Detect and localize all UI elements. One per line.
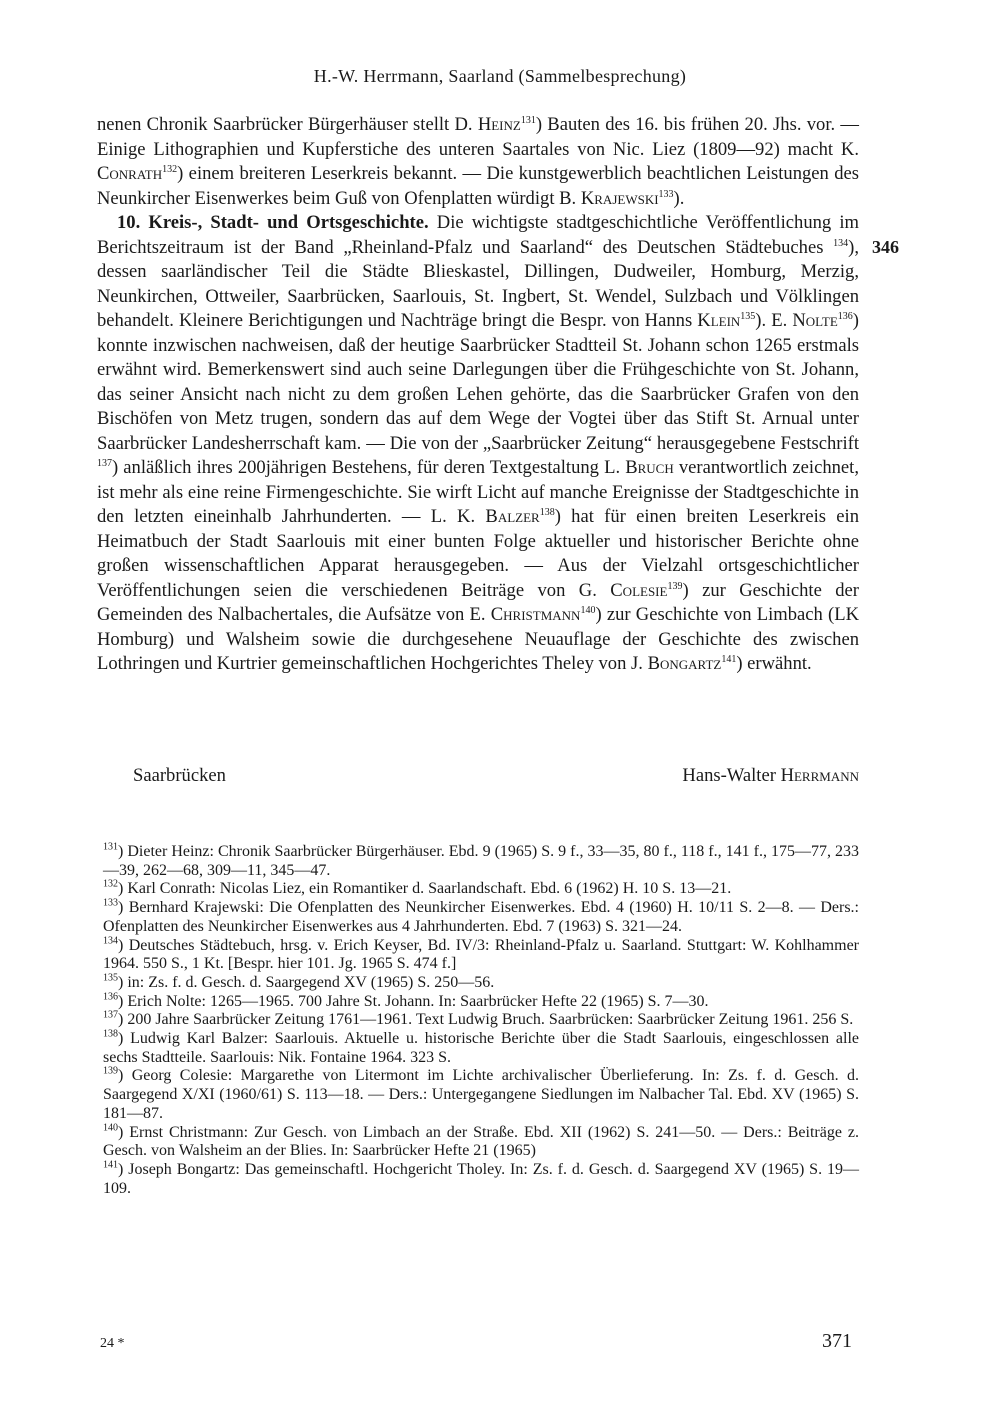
text-span: ) hat für einen breiten Leserkreis ein Heimatbuch der Stadt Saarlouis mit einer bunten Folge aktueller und historischer Berichte ohne großen wissenschaftlichen Apparat herausgegeben. — Aus der Vielzahl ortsgeschichtlicher Veröffentlichungen seien die verschiedenen Beiträge von G. bbox=[97, 506, 859, 601]
signature-last-name: Herrmann bbox=[780, 765, 859, 786]
author-name: Nolte bbox=[792, 310, 838, 331]
footnote-number: 133 bbox=[103, 897, 118, 909]
paragraph-section-10 bbox=[97, 211, 859, 677]
footnote-number: 136 bbox=[103, 991, 118, 1003]
page-number: 371 bbox=[822, 1330, 852, 1352]
footnote-text: ) Bernhard Krajewski: Die Ofenplatten des Neunkircher Eisenwerkes. Ebd. 4 (1960) H. 10/11 S. 2—8. — Ders.: Ofenplatten des Neunkircher Eisenwerkes aus 4 Jahrhunderten. Ebd. 7 (1963) S. 321—24. bbox=[103, 899, 859, 935]
text-span: ) Bauten des 16. bis frühen 20. Jhs. vor. — Einige Lithographien und Kupferstiche des unteren Saartales von Nic. Liez (1809—92) macht K. bbox=[97, 114, 859, 160]
signature-first-name: Hans-Walter bbox=[682, 765, 781, 786]
footnote-ref: 137 bbox=[97, 457, 112, 469]
signature-name bbox=[682, 764, 859, 788]
author-name: Balzer bbox=[485, 506, 540, 527]
author-name: Klein bbox=[697, 310, 741, 331]
footnote bbox=[103, 1067, 859, 1123]
footnote bbox=[103, 899, 859, 936]
footnote-ref: 138 bbox=[539, 506, 555, 518]
footnote-ref: 139 bbox=[667, 580, 683, 592]
signature-place: Saarbrücken bbox=[133, 765, 226, 786]
footnote-text: ) Karl Conrath: Nicolas Liez, ein Romantiker d. Saarlandschaft. Ebd. 6 (1962) H. 10 S. 13—21. bbox=[118, 880, 732, 898]
sheet-signature: 24 * bbox=[100, 1336, 125, 1351]
footnote-ref: 135 bbox=[740, 310, 756, 322]
footnote-text: ) Joseph Bongartz: Das gemeinschaftl. Hochgericht Tholey. In: Zs. f. d. Gesch. d. Saargegend XV (1965) S. 19—109. bbox=[103, 1160, 859, 1197]
footnote-ref: 131 bbox=[520, 114, 536, 126]
footnote-text: ) Erich Nolte: 1265—1965. 700 Jahre St. Johann. In: Saarbrücker Hefte 22 (1965) S. 7—30. bbox=[118, 992, 709, 1010]
text-span: ), dessen saarländischer Teil die Städte Blieskastel, Dillingen, Dudweiler, Homburg, Merzig, Neunkirchen, Ottweiler, Saarbrücken, Saarlouis, St. Ingbert, St. Wendel, Sulzbach und Völklingen behandelt. Kleinere Berichtigungen und Nachträge bringt die Bespr. von Hanns bbox=[97, 236, 859, 331]
text-span: ) einem breiteren Leserkreis bekannt. — Die kunstgewerblich beachtlichen Leistungen des Neunkircher Eisenwerkes beim Guß von Ofenplatten würdigt B. bbox=[97, 163, 859, 209]
text-span: ). bbox=[673, 187, 685, 209]
footnotes bbox=[103, 843, 859, 1198]
footnote bbox=[103, 1011, 859, 1030]
footnote-ref: 136 bbox=[837, 310, 853, 322]
footnote-text: ) 200 Jahre Saarbrücker Zeitung 1761—1961. Text Ludwig Bruch. Saarbrücken: Saarbrücker Zeitung 1961. 256 S. bbox=[118, 1011, 854, 1029]
footnote-number: 131 bbox=[103, 841, 118, 853]
footnote-ref: 140 bbox=[580, 604, 596, 616]
footnote-text: ) Dieter Heinz: Chronik Saarbrücker Bürgerhäuser. Ebd. 9 (1965) S. 9 f., 33—35, 80 f., 118 f., 141 f., 175—77, 233—39, 262—68, 309—11, 345—47. bbox=[103, 843, 859, 879]
text-span: ) zur Geschichte von Limbach (LK Homburg) und Walsheim sowie die durchgesehene Neuauflage der Geschichte des zwischen Lothringen und Kurtrier gemeinschaftlichen Hochgerichtes Theley von J. bbox=[97, 604, 860, 674]
author-name: Bruch bbox=[625, 457, 674, 478]
running-head: H.-W. Herrmann, Saarland (Sammelbesprechung) bbox=[313, 66, 687, 86]
footnote-ref: 133 bbox=[658, 188, 674, 200]
footnote-ref: 141 bbox=[721, 653, 737, 665]
footnote-number: 138 bbox=[103, 1028, 118, 1040]
footnote-number: 137 bbox=[103, 1010, 118, 1021]
footnote bbox=[103, 1030, 859, 1067]
text-span: ). E. bbox=[755, 310, 793, 331]
text-span: ) erwähnt. bbox=[736, 653, 812, 674]
text-span: Die wichtigste stadtgeschichtliche Veröffentlichung im Berichtszeitraum ist der Band „Rheinland-Pfalz und Saarland“ des Deutschen Städtebuches bbox=[97, 212, 859, 258]
footnote bbox=[103, 974, 859, 993]
text-span: ) konnte inzwischen nachweisen, daß der heutige Saarbrücker Stadtteil St. Johann schon 1265 erstmals erwähnt wird. Bemerkenswert sind auch seine Darlegungen über die Frühgeschichte von St. Johann, das seiner Ansicht nach nicht zu dem großen Lehen gehörte, das die Saarbrücker Grafen von den Bischöfen von Metz trugen, sondern das auf dem Wege der Vogtei über das Stift St. Arnual unter Saarbrücker Landesherrschaft kam. — Die von der „Saarbrücker Zeitung“ herausgegebene Festschrift bbox=[97, 310, 859, 454]
author-name: Bongartz bbox=[647, 653, 722, 674]
footnote bbox=[103, 880, 859, 899]
paragraph-continuation bbox=[97, 113, 859, 211]
text-span: verantwortlich zeichnet, ist mehr als eine reine Firmengeschichte. Sie wirft Licht auf manche Ereignisse der Stadtgeschichte in den letzten eineinhalb Jahrhunderten. — L. K. bbox=[97, 457, 859, 527]
text-span: ) zur Geschichte der Gemeinden des Nalbachertales, die Aufsätze von E. bbox=[97, 579, 859, 625]
footnote-ref: 132 bbox=[162, 163, 178, 175]
footnote-number: 139 bbox=[103, 1066, 118, 1078]
section-heading: 10. Kreis-, Stadt- und Ortsgeschichte. bbox=[117, 212, 429, 233]
footnote-number: 140 bbox=[103, 1122, 118, 1134]
footnote-ref: 134 bbox=[833, 237, 849, 249]
footnote-text: ) Deutsches Städtebuch, hrsg. v. Erich Keyser, Bd. IV/3: Rheinland-Pfalz u. Saarland. Stuttgart: W. Kohlhammer 1964. 550 S., 1 Kt. [Bespr. hier 101. Jg. 1965 S. 474 f.] bbox=[103, 936, 859, 973]
footnote-text: ) Ludwig Karl Balzer: Saarlouis. Aktuelle u. historische Berichte über die Stadt Saarlouis, eingeschlossen alle sechs Stadtteile. Saarlouis: Nik. Fontaine 1964. 323 S. bbox=[103, 1030, 859, 1066]
author-name: Heinz bbox=[477, 114, 521, 135]
author-name: Christmann bbox=[490, 604, 581, 625]
margin-number: 346 bbox=[872, 237, 899, 257]
footnote-text: ) Georg Colesie: Margarethe von Litermont im Lichte archivalischer Überlieferung. In: Zs. f. d. Gesch. d. Saargegend X/XI (1960/61) S. 113—18. — Ders.: Untergegangene Siedlungen im Nalbacher Tal. Ebd. XV (1965) S. 181—87. bbox=[103, 1067, 859, 1122]
text-span: nenen Chronik Saarbrücker Bürgerhäuser stellt D. bbox=[97, 114, 478, 135]
author-name: Conrath bbox=[97, 163, 163, 184]
author-name: Colesie bbox=[610, 579, 668, 601]
footnote-number: 135 bbox=[103, 972, 118, 984]
author-name: Krajewski bbox=[580, 187, 659, 209]
footnote bbox=[103, 993, 859, 1012]
footnote bbox=[103, 937, 859, 974]
body-text bbox=[97, 113, 859, 677]
footnote bbox=[103, 1161, 859, 1198]
footnote-text: ) Ernst Christmann: Zur Gesch. von Limbach an der Straße. Ebd. XII (1962) S. 241—50. — Ders.: Beiträge z. Gesch. von Walsheim an der Blies. In: Saarbrücker Hefte 21 (1965) bbox=[103, 1123, 859, 1160]
footnote-text: ) in: Zs. f. d. Gesch. d. Saargegend XV (1965) S. 250—56. bbox=[118, 973, 495, 991]
footnote bbox=[103, 1124, 859, 1161]
text-span: ) anläßlich ihres 200jährigen Bestehens, für deren Textgestaltung L. bbox=[112, 457, 626, 478]
footnote bbox=[103, 843, 859, 880]
footnote-number: 141 bbox=[103, 1159, 118, 1171]
footnote-number: 132 bbox=[103, 879, 118, 891]
footnote-number: 134 bbox=[103, 935, 118, 947]
